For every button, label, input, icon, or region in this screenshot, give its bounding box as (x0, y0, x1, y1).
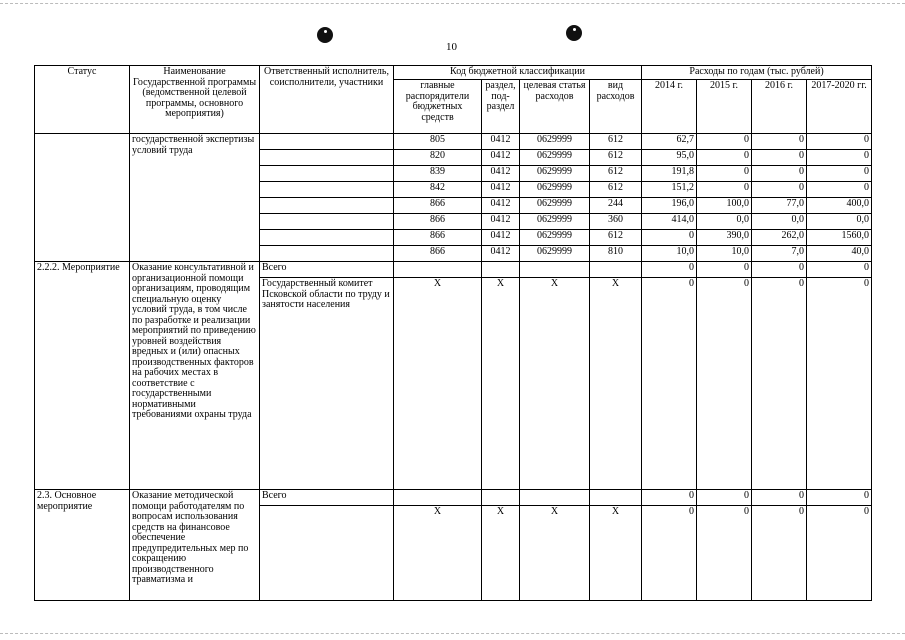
header-target: целевая статья расходов (520, 80, 590, 134)
value-2017-2020: 1560,0 (807, 230, 872, 246)
type-cell: X (590, 278, 642, 490)
type-cell: 612 (590, 150, 642, 166)
section-cell: 0412 (482, 214, 520, 230)
value-2017-2020: 40,0 (807, 246, 872, 262)
section-cell: 0412 (482, 150, 520, 166)
value-2014: 0 (642, 278, 697, 490)
scan-edge-bottom (0, 633, 905, 634)
header-status: Статус (35, 66, 130, 134)
table-row (35, 134, 872, 150)
table-row (35, 490, 872, 506)
value-2014: 0 (642, 490, 697, 506)
responsible-cell: Всего (260, 490, 394, 506)
value-2014: 191,8 (642, 166, 697, 182)
value-2015: 390,0 (697, 230, 752, 246)
value-2016: 0 (752, 166, 807, 182)
punch-hole-left (317, 27, 333, 43)
target-cell: 0629999 (520, 246, 590, 262)
value-2017-2020: 0 (807, 490, 872, 506)
value-2015: 100,0 (697, 198, 752, 214)
header-row-1 (35, 66, 872, 80)
type-cell: 360 (590, 214, 642, 230)
target-cell: 0629999 (520, 182, 590, 198)
page-number: 10 (446, 41, 457, 53)
value-2016: 0 (752, 506, 807, 601)
value-2014: 196,0 (642, 198, 697, 214)
grbs-cell: X (394, 506, 482, 601)
header-2016: 2016 г. (752, 80, 807, 134)
type-cell (590, 262, 642, 278)
program-name-cell: государственной экспертизы условий труда (130, 134, 260, 262)
value-2014: 0 (642, 506, 697, 601)
target-cell: 0629999 (520, 134, 590, 150)
type-cell: 612 (590, 166, 642, 182)
value-2016: 0 (752, 150, 807, 166)
grbs-cell (394, 262, 482, 278)
header-2014: 2014 г. (642, 80, 697, 134)
responsible-cell (260, 506, 394, 601)
grbs-cell: 839 (394, 166, 482, 182)
value-2016: 0 (752, 262, 807, 278)
value-2017-2020: 0 (807, 182, 872, 198)
responsible-cell (260, 198, 394, 214)
value-2015: 0 (697, 278, 752, 490)
section-cell: 0412 (482, 198, 520, 214)
value-2017-2020: 0 (807, 262, 872, 278)
type-cell: X (590, 506, 642, 601)
value-2014: 414,0 (642, 214, 697, 230)
header-2017-2020: 2017-2020 гг. (807, 80, 872, 134)
value-2015: 0 (697, 262, 752, 278)
value-2014: 10,0 (642, 246, 697, 262)
section-cell (482, 262, 520, 278)
grbs-cell: 820 (394, 150, 482, 166)
target-cell (520, 490, 590, 506)
section-cell: 0412 (482, 230, 520, 246)
target-cell: 0629999 (520, 230, 590, 246)
value-2017-2020: 0 (807, 134, 872, 150)
value-2016: 0 (752, 278, 807, 490)
header-responsible: Ответственный исполнитель, соисполнители, участники (260, 66, 394, 134)
grbs-cell: 866 (394, 230, 482, 246)
header-grbs: главные распорядители бюджетных средств (394, 80, 482, 134)
responsible-cell (260, 150, 394, 166)
target-cell: 0629999 (520, 214, 590, 230)
type-cell: 612 (590, 134, 642, 150)
program-name-cell: Оказание методической помощи работодателям по вопросам использования средств на финансовое обеспечение предупредительных мер по сокращению производственного травматизма и (130, 490, 260, 601)
value-2015: 0 (697, 134, 752, 150)
responsible-cell: Государственный комитет Псковской области по труду и занятости населения (260, 278, 394, 490)
value-2015: 0 (697, 490, 752, 506)
section-cell: X (482, 278, 520, 490)
value-2014: 0 (642, 230, 697, 246)
header-budget-code: Код бюджетной классификации (394, 66, 642, 80)
value-2017-2020: 0,0 (807, 214, 872, 230)
value-2016: 0 (752, 490, 807, 506)
value-2015: 0 (697, 182, 752, 198)
punch-hole-right (566, 25, 582, 41)
value-2016: 0,0 (752, 214, 807, 230)
status-cell (35, 134, 130, 262)
value-2017-2020: 0 (807, 150, 872, 166)
grbs-cell: 805 (394, 134, 482, 150)
value-2014: 95,0 (642, 150, 697, 166)
target-cell: X (520, 278, 590, 490)
scan-edge-top (0, 3, 905, 4)
responsible-cell (260, 214, 394, 230)
grbs-cell (394, 490, 482, 506)
status-cell: 2.3. Основное мероприятие (35, 490, 130, 601)
target-cell: X (520, 506, 590, 601)
value-2016: 0 (752, 182, 807, 198)
target-cell: 0629999 (520, 198, 590, 214)
target-cell: 0629999 (520, 150, 590, 166)
responsible-cell (260, 134, 394, 150)
responsible-cell (260, 246, 394, 262)
value-2016: 7,0 (752, 246, 807, 262)
value-2017-2020: 0 (807, 506, 872, 601)
section-cell: 0412 (482, 182, 520, 198)
value-2016: 77,0 (752, 198, 807, 214)
value-2015: 0,0 (697, 214, 752, 230)
table-row (35, 262, 872, 278)
grbs-cell: 866 (394, 246, 482, 262)
target-cell: 0629999 (520, 166, 590, 182)
value-2014: 151,2 (642, 182, 697, 198)
type-cell: 244 (590, 198, 642, 214)
value-2015: 10,0 (697, 246, 752, 262)
type-cell: 612 (590, 230, 642, 246)
value-2014: 62,7 (642, 134, 697, 150)
value-2014: 0 (642, 262, 697, 278)
type-cell: 612 (590, 182, 642, 198)
value-2015: 0 (697, 166, 752, 182)
header-name: Наименование Государственной программы (ведомственной целевой программы, основного мероприятия) (130, 66, 260, 134)
type-cell: 810 (590, 246, 642, 262)
header-section: раздел, под-раздел (482, 80, 520, 134)
value-2016: 0 (752, 134, 807, 150)
responsible-cell: Всего (260, 262, 394, 278)
program-name-cell: Оказание консультативной и организационной помощи организациям, проводящим специальную оценку условий труда, в том числе по разработке и реализации мероприятий по приведению уровней воздействия вредных и (или) опасных производственных факторов на рабочих местах в соответствие с государственными нормативными требованиями охраны труда (130, 262, 260, 490)
section-cell: X (482, 506, 520, 601)
grbs-cell: 866 (394, 214, 482, 230)
header-type: вид расходов (590, 80, 642, 134)
value-2015: 0 (697, 150, 752, 166)
responsible-cell (260, 182, 394, 198)
target-cell (520, 262, 590, 278)
section-cell (482, 490, 520, 506)
value-2015: 0 (697, 506, 752, 601)
section-cell: 0412 (482, 246, 520, 262)
grbs-cell: X (394, 278, 482, 490)
value-2017-2020: 0 (807, 166, 872, 182)
header-2015: 2015 г. (697, 80, 752, 134)
grbs-cell: 842 (394, 182, 482, 198)
value-2016: 262,0 (752, 230, 807, 246)
header-expenses: Расходы по годам (тыс. рублей) (642, 66, 872, 80)
value-2017-2020: 0 (807, 278, 872, 490)
type-cell (590, 490, 642, 506)
grbs-cell: 866 (394, 198, 482, 214)
value-2017-2020: 400,0 (807, 198, 872, 214)
responsible-cell (260, 230, 394, 246)
budget-table (34, 65, 872, 601)
status-cell: 2.2.2. Мероприятие (35, 262, 130, 490)
responsible-cell (260, 166, 394, 182)
section-cell: 0412 (482, 166, 520, 182)
section-cell: 0412 (482, 134, 520, 150)
